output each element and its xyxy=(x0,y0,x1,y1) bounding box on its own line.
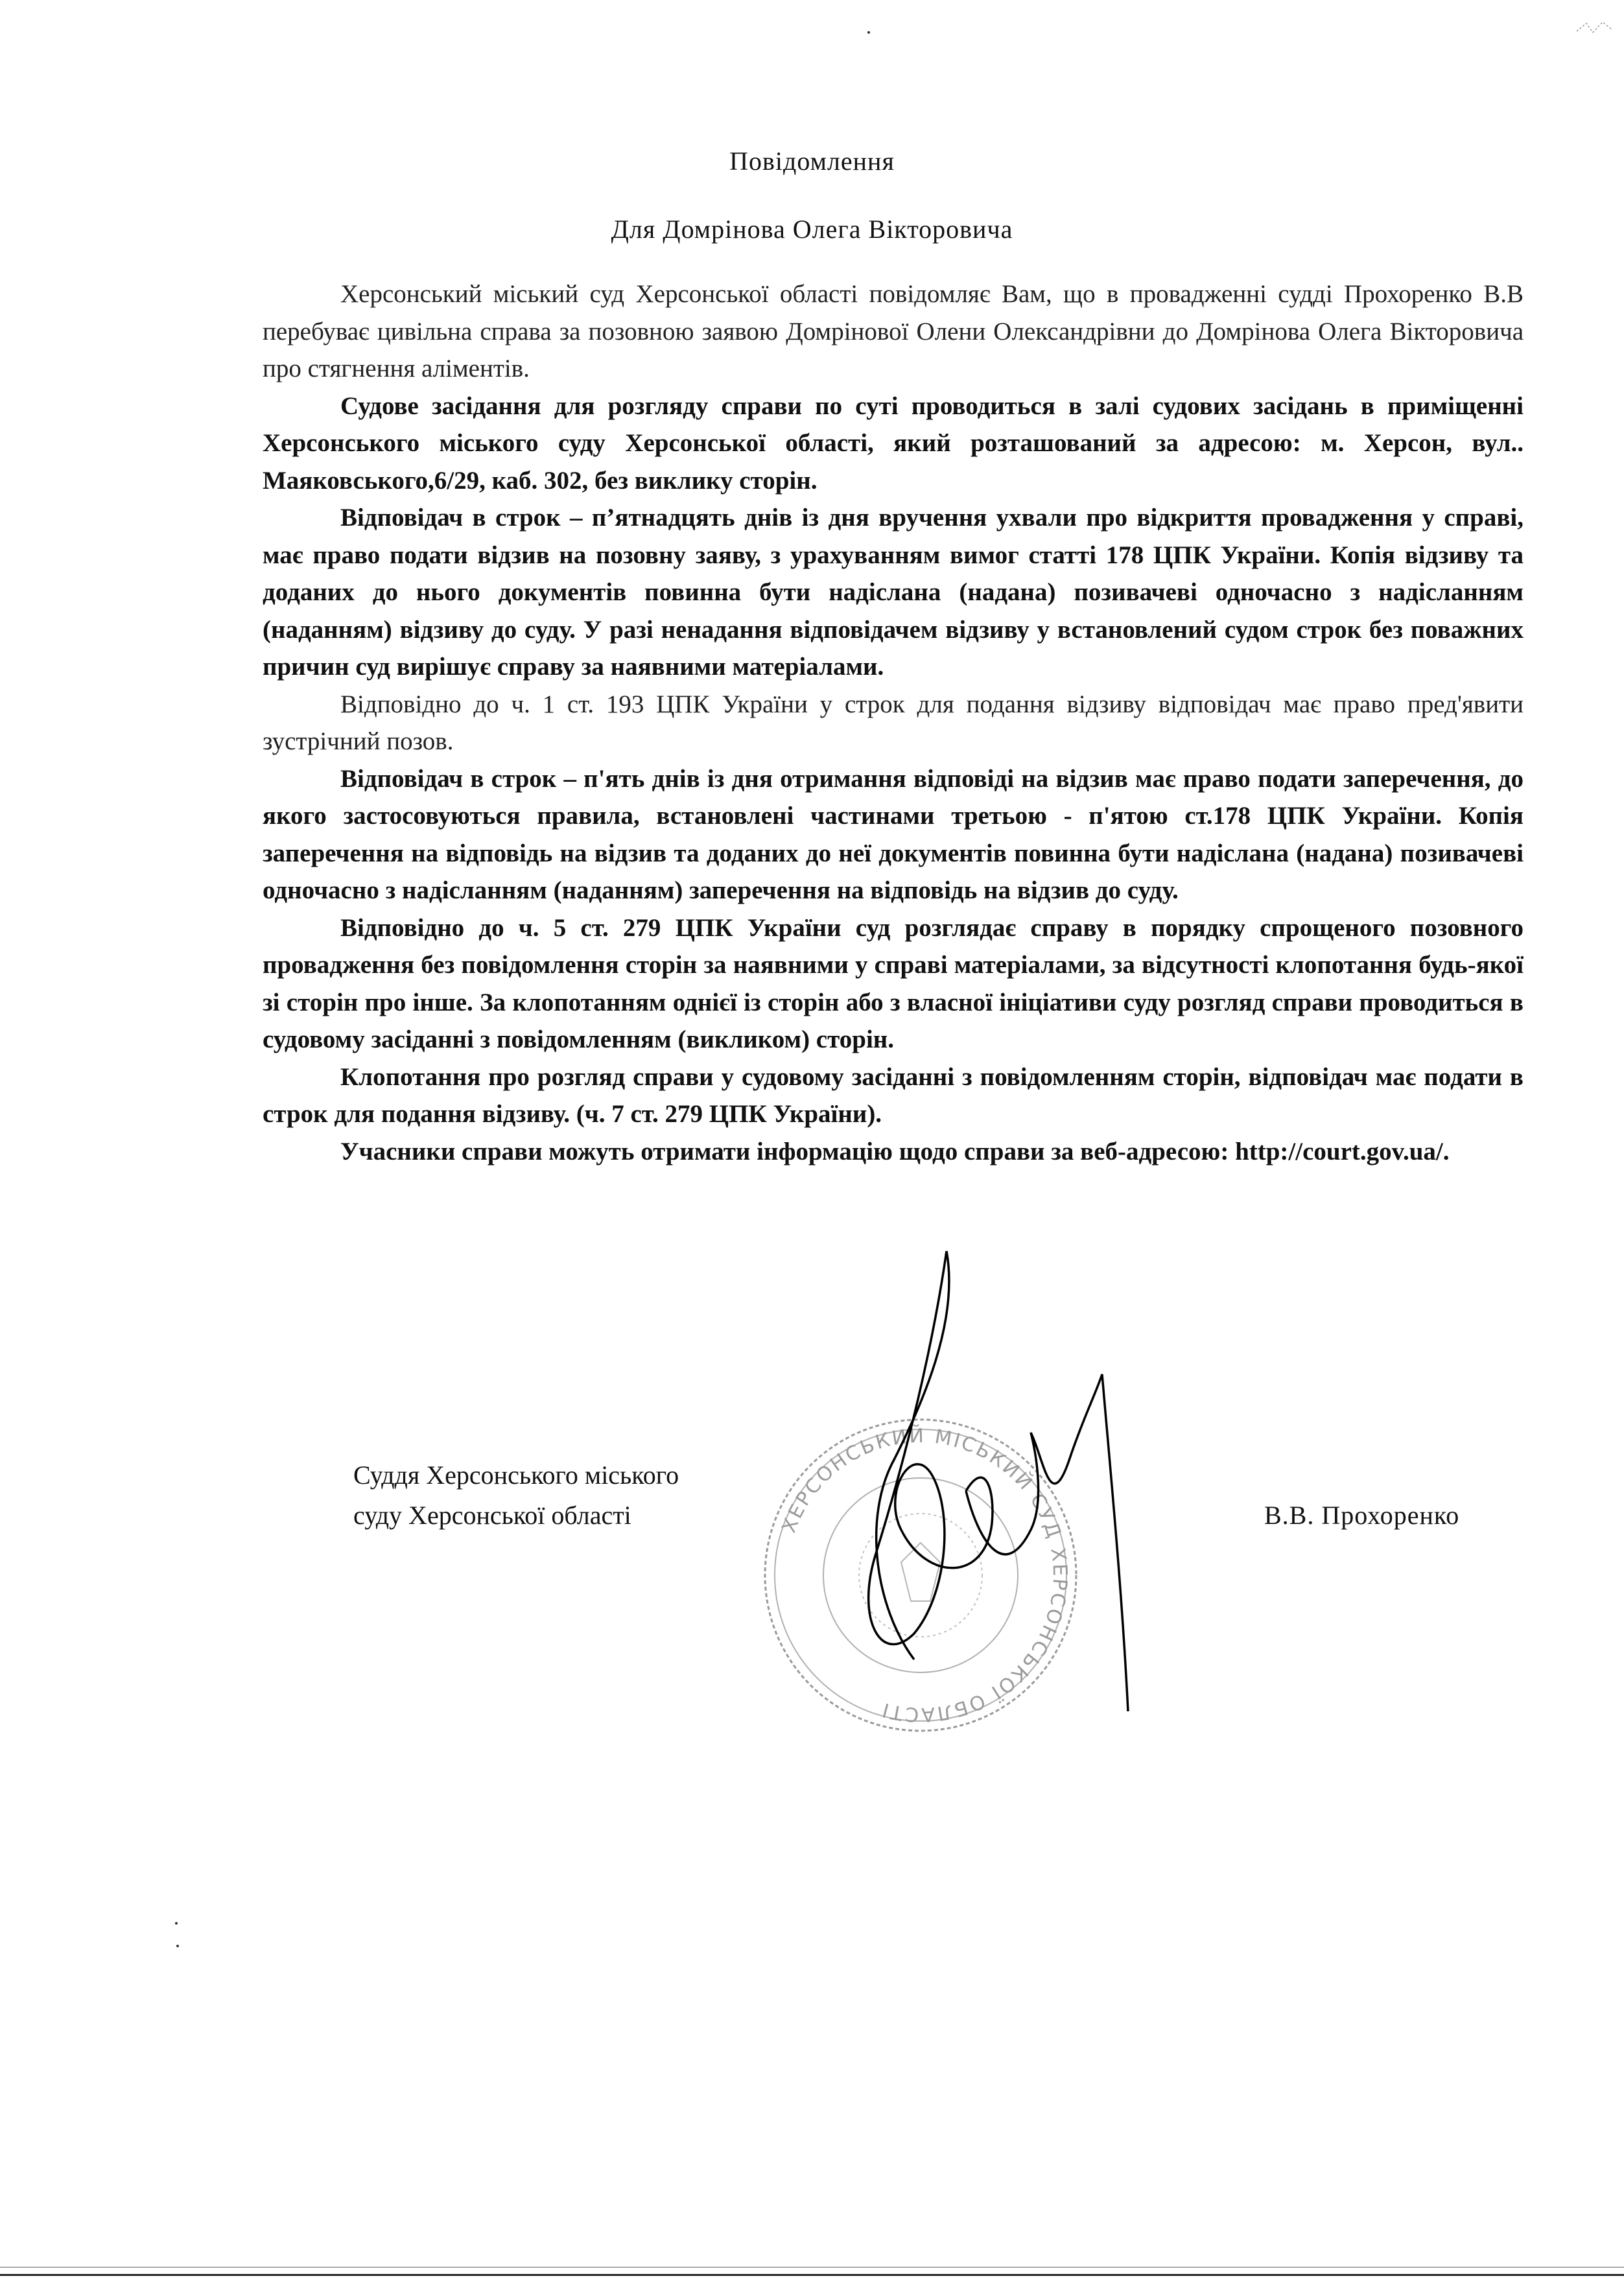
paragraph-hearing-location: Судове засідання для розгляду справи по суті проводиться в залі судових засідань в приміщенні Херсонського міського суду Херсонської області, який розташований за адресою: м. Херсон, вул.. Маяковського,6/29, каб. 302, без виклику сторін. xyxy=(263,392,1524,495)
paragraph-counterclaim: Відповідно до ч. 1 ст. 193 ЦПК України у строк для подання відзиву відповідач має право пред'явити зустрічний позов. xyxy=(263,690,1524,755)
scan-edge-line xyxy=(0,2274,1624,2276)
paragraph-case-info: Херсонський міський суд Херсонської області повідомляє Вам, що в провадженні судді Прохоренко В.В перебуває цивільна справа за позовною заявою Домрінової Олени Олександрівни до Домрінова Олега Вікторовича про стягнення аліментів. xyxy=(263,280,1524,382)
addressee-line: Для Домрінова Олега Вікторовича xyxy=(611,215,1013,244)
paragraph-response-deadline: Відповідач в строк – п’ятнадцять днів із дня вручення ухвали про відкриття провадження у справі, має право подати відзив на позовну заяву, з урахуванням вимог статті 178 ЦПК України. Копія відзиву та доданих до нього документів повинна бути надіслана (надана) позивачеві одночасно з надісланням (наданням) відзиву до суду. У разі ненадання відповідачем відзиву у встановлений судом строк без поважних причин суд вирішує справу за наявними матеріалами. xyxy=(263,504,1524,681)
notice-body xyxy=(263,275,1524,1170)
scan-speck xyxy=(176,1945,179,1947)
judge-position-line2: суду Херсонської області xyxy=(353,1501,631,1530)
corner-scribble xyxy=(1573,18,1619,38)
judge-position xyxy=(353,1455,807,1536)
paragraph-objection: Відповідач в строк – п'ять днів із дня отримання відповіді на відзив має право подати заперечення, до якого застосовуються правила, встановлені частинами третьою - п'ятою ст.178 ЦПК України. Копія заперечення на відповідь на відзив та доданих до неї документів повинна бути надіслана (надана) позивачеві одночасно з надісланням (наданням) заперечення на відповідь на відзив до суду. xyxy=(263,764,1524,904)
judge-name: В.В. Прохоренко xyxy=(1264,1501,1460,1530)
paragraph-simplified-procedure: Відповідно до ч. 5 ст. 279 ЦПК України суд розглядає справу в порядку спрощеного позовного провадження без повідомлення сторін за наявними у справі матеріалами, за відсутності клопотання будь-якої зі сторін про інше. За клопотанням однієї із сторін або з власної ініціативи суду розгляд справи проводиться в судовому засіданні з повідомленням (викликом) сторін. xyxy=(263,913,1524,1053)
handwritten-signature xyxy=(836,1245,1147,1737)
paragraph-web-address: Учасники справи можуть отримати інформацію щодо справи за веб-адресою: http://court.gov.ua/. xyxy=(340,1137,1450,1166)
scan-speck xyxy=(175,1922,178,1925)
svg-text:ХЕРСОНСЬКИЙ МІСЬКИЙ СУД ХЕРСОН: ХЕРСОНСЬКИЙ МІСЬКИЙ СУД ХЕРСОНСЬКОЇ ОБЛАСТІ xyxy=(777,1424,1072,1726)
document-title: Повідомлення xyxy=(729,146,895,176)
paragraph-motion: Клопотання про розгляд справи у судовому засіданні з повідомленням сторін, відповідач має подати в строк для подання відзиву. (ч. 7 ст. 279 ЦПК України). xyxy=(263,1062,1524,1128)
judge-position-line1: Суддя Херсонського міського xyxy=(353,1460,679,1490)
scan-speck xyxy=(867,31,870,34)
